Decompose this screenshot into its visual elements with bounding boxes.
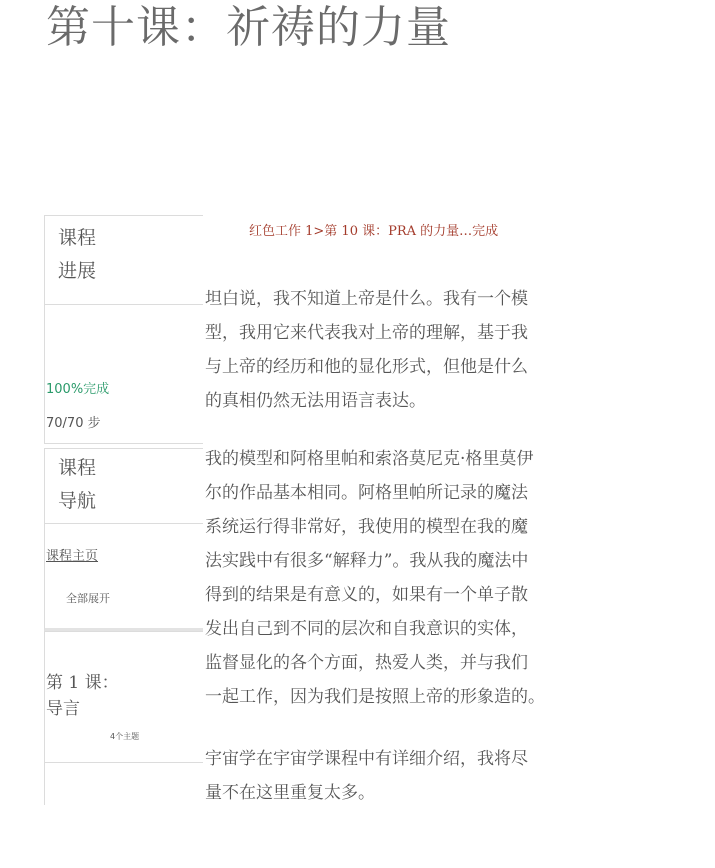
paragraph-line: 与上帝的经历和他的显化形式，但他是什么 bbox=[205, 357, 528, 377]
paragraph-3 bbox=[205, 742, 528, 810]
paragraph-line: 一起工作，因为我们是按照上帝的形象造的。 bbox=[205, 687, 545, 707]
progress-heading-line-2: 进展 bbox=[58, 260, 97, 282]
progress-percent: 100%完成 bbox=[46, 382, 110, 397]
expand-all-button[interactable]: 全部展开 bbox=[66, 592, 110, 605]
paragraph-line: 量不在这里重复太多。 bbox=[205, 783, 375, 803]
progress-header-box bbox=[44, 215, 203, 305]
paragraph-line: 坦白说，我不知道上帝是什么。我有一个模 bbox=[205, 289, 528, 309]
nav-links-box bbox=[44, 523, 203, 632]
nav-header-box bbox=[44, 448, 203, 524]
paragraph-line: 监督显化的各个方面，热爱人类，并与我们 bbox=[205, 653, 528, 673]
topic-count-badge[interactable]: 4个主题 bbox=[110, 732, 140, 741]
paragraph-1 bbox=[205, 282, 528, 418]
page-title: 第十课：祈祷的力量 bbox=[46, 2, 451, 53]
sidebar bbox=[44, 215, 204, 805]
paragraph-line: 宇宙学在宇宙学课程中有详细介绍，我将尽 bbox=[205, 749, 528, 769]
paragraph-2 bbox=[205, 442, 545, 714]
lesson-box-next bbox=[44, 762, 203, 805]
progress-box bbox=[44, 304, 203, 444]
nav-heading-line-1: 课程 bbox=[58, 457, 97, 479]
paragraph-line: 系统运行得非常好，我使用的模型在我的魔 bbox=[205, 517, 528, 537]
lesson-1-number: 第 1 课： bbox=[46, 673, 119, 693]
lesson-1-name: 导言 bbox=[46, 699, 80, 719]
paragraph-line: 法实践中有很多“解释力”。我从我的魔法中 bbox=[205, 551, 529, 571]
breadcrumb[interactable]: 红色工作 1>第 10 课：PRA 的力量…完成 bbox=[249, 224, 499, 239]
lesson-1-item[interactable] bbox=[46, 670, 119, 722]
paragraph-line: 尔的作品基本相同。阿格里帕所记录的魔法 bbox=[205, 483, 528, 503]
paragraph-line: 的真相仍然无法用语言表达。 bbox=[205, 391, 426, 411]
paragraph-line: 发出自己到不同的层次和自我意识的实体， bbox=[205, 619, 528, 639]
paragraph-line: 型，我用它来代表我对上帝的理解，基于我 bbox=[205, 323, 528, 343]
paragraph-line: 得到的结果是有意义的，如果有一个单子散 bbox=[205, 585, 528, 605]
nav-heading-line-2: 导航 bbox=[58, 490, 97, 512]
paragraph-line: 我的模型和阿格里帕和索洛莫尼克·格里莫伊 bbox=[205, 449, 534, 469]
progress-steps: 70/70 步 bbox=[46, 416, 101, 431]
progress-heading-line-1: 课程 bbox=[58, 227, 97, 249]
course-home-link[interactable]: 课程主页 bbox=[46, 549, 99, 564]
